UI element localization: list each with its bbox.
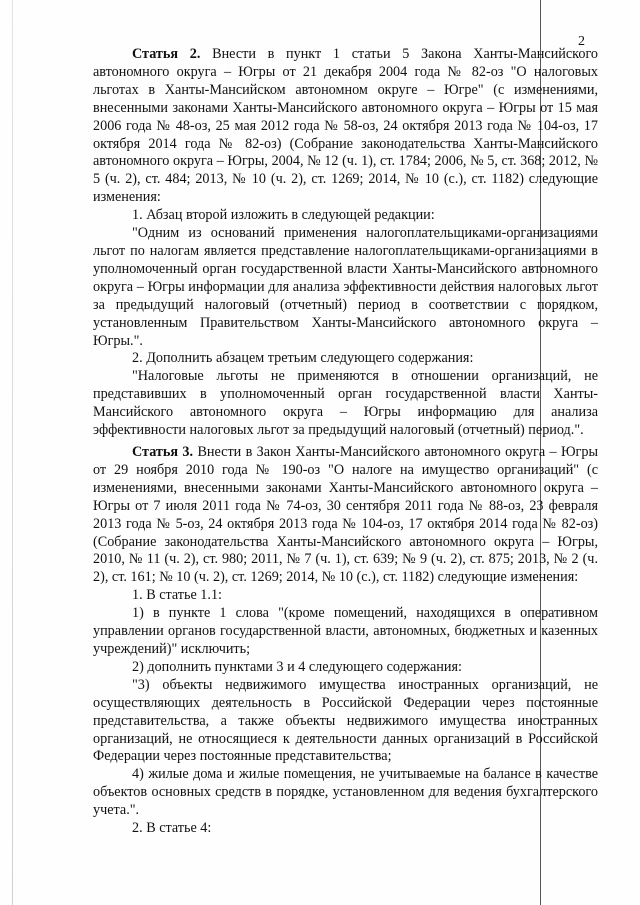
article-2-item-1-quote: "Одним из оснований применения налогоплательщиками-организациями льгот по налогам является представление налогоплательщиками-организациями в уполномоченный орган государственной власти Ханты-Мансийского автономного округа – Югры информации для анализа эффективности действия налоговых льгот за предыдущий налоговый (отчетный) период в соответствии с порядком, установленным Правительством Ханты-Мансийского автономного округа – Югры.". (93, 225, 598, 349)
article-3-heading: Статья 3. (132, 444, 194, 460)
article-3 (93, 444, 598, 838)
article-2-heading: Статья 2. (132, 46, 201, 62)
page-number: 2 (578, 34, 585, 49)
scan-left-edge (12, 0, 13, 905)
article-3-item-1-4: 4) жилые дома и жилые помещения, не учитываемые на балансе в качестве объектов основных средств в порядке, установленном для ведения бухгалтерского учета.". (93, 766, 598, 819)
article-3-item-1-1: 1) в пункте 1 слова "(кроме помещений, находящихся в оперативном управлении органов государственной власти, автономных, бюджетных и казенных учреждений)" исключить; (93, 605, 598, 657)
article-3-item-1-2: 2) дополнить пунктами 3 и 4 следующего содержания: (132, 658, 462, 675)
article-3-item-1: 1. В статье 1.1: (132, 587, 222, 604)
article-3-item-2: 2. В статье 4: (132, 820, 212, 837)
article-3-item-1-3: "3) объекты недвижимого имущества иностранных организаций, не осуществляющих деятельность в Российской Федерации через постоянные представительства, а также объекты недвижимого имущества иностранных организаций, не относящиеся к деятельности данных организаций в Российской Федерации через постоянные представительства; (93, 676, 598, 765)
article-2-item-2: 2. Дополнить абзацем третьим следующего содержания: (132, 350, 474, 367)
article-3-intro-text: Внести в Закон Ханты-Мансийского автономного округа – Югры от 29 ноября 2010 года № 190-оз "О налоге на имущество организаций" (с изменениями, внесенными законами Ханты-Мансийского автономного округа – Югры от 7 июля 2011 года № 74-оз, 30 сентября 2011 года № 88-оз, 23 февраля 2013 года № 5-оз, 24 октября 2013 года № 104-оз, 17 октября 2014 года № 82-оз) (Собрание законодательства Ханты-Мансийского автономного округа – Югры, 2010, № 11 (ч. 2), ст. 980; 2011, № 7 (ч. 1), ст. 639; № 9 (ч. 2), ст. 875; 2013, № 2 (ч. 2), ст. 161; № 10 (ч. 2), ст. 1269; 2014, № 10 (с.), ст. 1182) следующие изменения: (93, 444, 598, 586)
article-2-item-1: 1. Абзац второй изложить в следующей редакции: (132, 207, 435, 224)
article-2-item-2-quote: "Налоговые льготы не применяются в отношении организаций, не представивших в уполномоченный орган государственной власти Ханты-Мансийского автономного округа – Югры информацию для анализа эффективности налоговых льгот за предыдущий налоговый (отчетный) период.". (93, 368, 598, 439)
article-2 (93, 46, 598, 440)
article-2-intro (93, 46, 598, 207)
article-2-intro-text: Внести в пункт 1 статьи 5 Закона Ханты-Мансийского автономного округа – Югры от 21 декабря 2004 года № 82-оз "О налоговых льготах в Ханты-Мансийском автономном округе – Югре" (с изменениями, внесенными законами Ханты-Мансийского автономного округа – Югры от 15 мая 2006 года № 48-оз, 25 мая 2012 года № 58-оз, 24 октября 2013 года № 104-оз, 17 октября 2014 года № 82-оз) (Собрание законодательства Ханты-Мансийского автономного округа – Югры, 2004, № 12 (ч. 1), ст. 1784; 2006, № 5, ст. 368; 2012, № 5 (ч. 2), ст. 484; 2013, № 10 (ч. 2), ст. 1269; 2014, № 10 (с.), ст. 1182) следующие изменения: (93, 46, 599, 206)
article-3-intro (93, 444, 598, 587)
